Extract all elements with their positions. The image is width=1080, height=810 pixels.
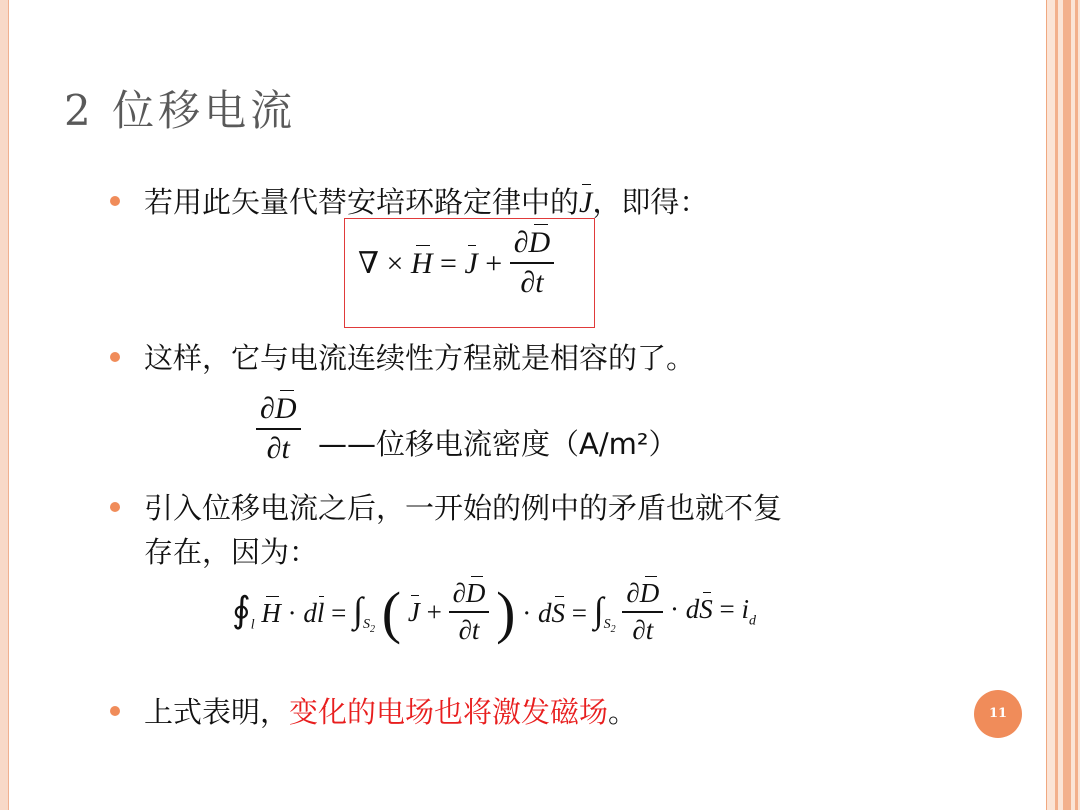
right-border — [1046, 0, 1080, 810]
bullet-1: 若用此矢量代替安培环路定律中的J，即得： — [144, 185, 709, 219]
page-number-badge: 11 — [974, 690, 1022, 738]
bullet-dot — [110, 196, 120, 206]
slide-title: 2 位移电流 — [64, 86, 297, 135]
bullet-dot — [110, 706, 120, 716]
bullet-4: 上式表明，变化的电场也将激发磁场。 — [144, 695, 638, 729]
displacement-density-fraction: $\frac{\partial D}{\partial t}$ — [256, 392, 301, 466]
bullet-3-line2: 存在，因为： — [144, 535, 319, 569]
highlighted-conclusion: 变化的电场也将激发磁场 — [289, 695, 609, 729]
left-border — [0, 0, 9, 810]
bullet-dot — [110, 502, 120, 512]
bullet-dot — [110, 352, 120, 362]
density-label: ——位移电流密度（A/m²） — [318, 427, 678, 461]
bullet-3-line1: 引入位移电流之后，一开始的例中的矛盾也就不复 — [144, 491, 783, 525]
bullet-2: 这样，它与电流连续性方程就是相容的了。 — [144, 341, 696, 375]
vector-J: J — [579, 186, 593, 219]
integral-equation: $∮_l$ H · dl = $\int_{S_2}$ ( J + $\frac{\partial D}{\partial t}$ ) · dS = $\int_{S_2}$ $\frac{\partial D}{\partial t}$ · dS = $i_d$ — [232, 578, 756, 645]
ampere-maxwell-equation: ∇ × H = J + $\frac{\partial D}{\partial t}$ — [358, 226, 554, 300]
